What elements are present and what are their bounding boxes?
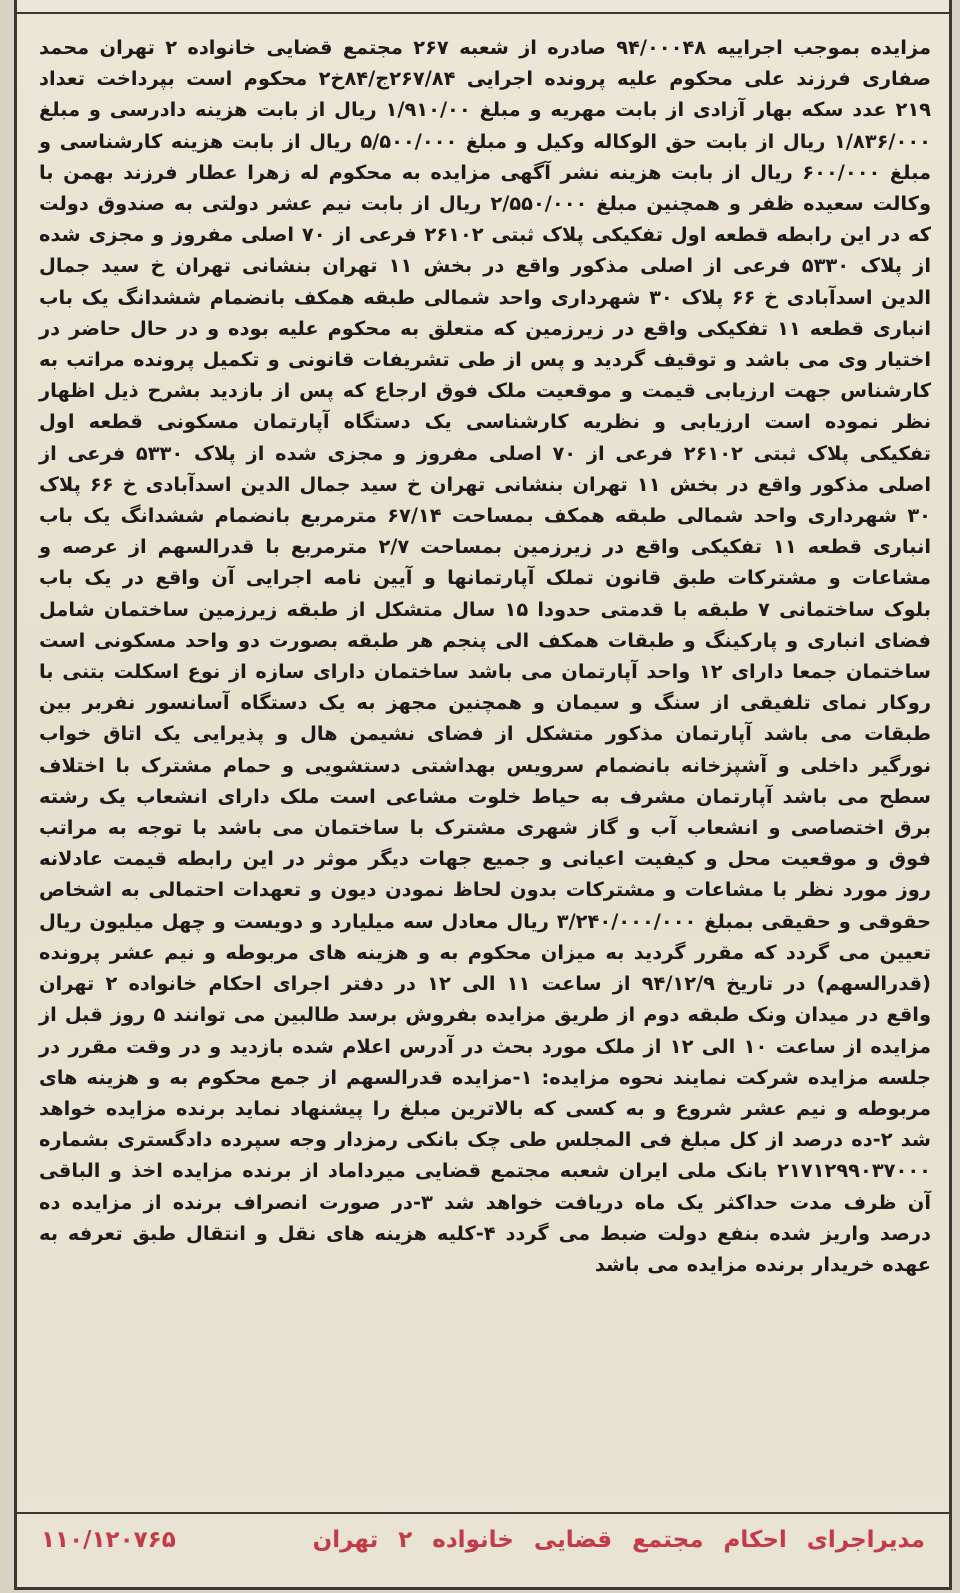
issuing-office: مدیراجرای احکام مجتمع قضایی خانواده ۲ تهران bbox=[312, 1527, 925, 1553]
newspaper-clipping bbox=[14, 0, 952, 1590]
notice-number: ۱۱۰/۱۲۰۷۶۵ bbox=[41, 1527, 176, 1553]
cut-off-headline bbox=[57, 0, 909, 10]
footer-divider bbox=[17, 1512, 949, 1514]
notice-footer bbox=[41, 1520, 925, 1560]
auction-notice-body: مزایده بموجب اجراییه ۹۴/۰۰۰۴۸ صادره از شعبه ۲۶۷ مجتمع قضایی خانواده ۲ تهران محمد صفاری فرزند علی محکوم علیه پرونده اجرایی ۲۶۷/۸۴ج/۸۴خ۲ محکوم است بپرداخت تعداد ۲۱۹ عدد سکه بهار آزادی از بابت مهریه و مبلغ ۱/۹۱۰/۰۰ ریال از بابت هزینه دادرسی و مبلغ ۱/۸۳۶/۰۰۰ ریال از بابت حق الوکاله وکیل و مبلغ ۵/۵۰۰/۰۰۰ ریال از بابت هزینه کارشناسی و مبلغ ۶۰۰/۰۰۰ ریال از بابت هزینه نشر آگهی مزایده به محکوم له زهرا عطار فرزند بهمن با وکالت سعیده ظفر و همچنین مبلغ ۲/۵۵۰/۰۰۰ ریال از بابت نیم عشر دولتی به صندوق دولت که در این رابطه قطعه اول تفکیکی پلاک ثبتی ۲۶۱۰۲ فرعی از ۷۰ اصلی مفروز و مجزی شده از پلاک ۵۳۳۰ فرعی از اصلی مذکور واقع در بخش ۱۱ تهران بنشانی تهران خ سید جمال الدین اسدآبادی خ ۶۶ پلاک ۳۰ شهرداری واحد شمالی طبقه همکف بانضمام ششدانگ یک باب انباری قطعه ۱۱ تفکیکی واقع در زیرزمین که متعلق به محکوم علیه بوده و در حال حاضر در اختیار وی می باشد و توقیف گردید و پس از طی تشریفات قانونی و تکمیل پرونده مراتب به کارشناس جهت ارزیابی قیمت و موقعیت ملک فوق ارجاع که پس از بازدید بشرح ذیل اظهار نظر نموده است ارزیابی و نظریه کارشناسی یک دستگاه آپارتمان مسکونی قطعه اول تفکیکی پلاک ثبتی ۲۶۱۰۲ فرعی از ۷۰ اصلی مفروز و مجزی شده از پلاک ۵۳۳۰ فرعی از اصلی مذکور واقع در بخش ۱۱ تهران بنشانی تهران خ سید جمال الدین اسدآبادی خ ۶۶ پلاک ۳۰ شهرداری واحد شمالی طبقه همکف بمساحت ۶۷/۱۴ مترمربع بانضمام ششدانگ یک باب انباری قطعه ۱۱ تفکیکی واقع در زیرزمین بمساحت ۲/۷ مترمربع با قدرالسهم از عرصه و مشاعات و مشترکات طبق قانون تملک آپارتمانها و آیین نامه اجرایی آن واقع در یک باب بلوک ساختمانی ۷ طبقه با قدمتی حدودا ۱۵ سال متشکل از طبقه زیرزمین ساختمان شامل فضای انباری و پارکینگ و طبقات همکف الی پنجم هر طبقه بصورت دو واحد مسکونی است ساختمان جمعا دارای ۱۲ واحد آپارتمان می باشد ساختمان دارای سازه از نوع اسکلت بتنی با روکار نمای تلفیقی از سنگ و سیمان و همچنین مجهز به یک دستگاه آسانسور نفربر بین طبقات می باشد آپارتمان مذکور متشکل از فضای نشیمن هال و پذیرایی یک اتاق خواب نورگیر داخلی و آشپزخانه بانضمام سرویس بهداشتی دستشویی و حمام مشترک با اختلاف سطح می باشد آپارتمان مشرف به حیاط خلوت مشاعی است ملک دارای انشعاب یک رشته برق اختصاصی و انشعاب آب و گاز شهری مشترک با ساختمان می باشد با توجه به مراتب فوق و موقعیت محل و کیفیت اعیانی و جمیع جهات دیگر موثر در این رابطه قیمت عادلانه روز مورد نظر با مشاعات و مشترکات بدون لحاظ نمودن دیون و تعهدات احتمالی به اشخاص حقوقی و حقیقی بمبلغ ۳/۲۴۰/۰۰۰/۰۰۰ ریال معادل سه میلیارد و دویست و چهل میلیون ریال تعیین می گردد که مقرر گردید به میزان محکوم به و هزینه های مربوطه و نیم عشر پرونده (قدرالسهم) در تاریخ ۹۴/۱۲/۹ از ساعت ۱۱ الی ۱۲ در دفتر اجرای احکام خانواده ۲ تهران واقع در میدان ونک طبقه دوم از طریق مزایده بفروش برسد طالبین می توانند ۵ روز قبل از مزایده از ساعت ۱۰ الی ۱۲ از ملک مورد بحث در آدرس اعلام شده بازدید و در وقت مقرر در جلسه مزایده شرکت نمایند نحوه مزایده: ۱-مزایده قدرالسهم از جمع محکوم به و هزینه های مربوطه و نیم عشر شروع و به کسی که بالاترین مبلغ را پیشنهاد نماید برنده مزایده خواهد شد ۲-ده درصد از کل مبلغ فی المجلس طی چک بانکی رمزدار وجه سپرده دادگستری بشماره ۲۱۷۱۲۹۹۰۳۷۰۰۰ بانک ملی ایران شعبه مجتمع قضایی میرداماد از برنده مزایده اخذ و الباقی آن ظرف مدت حداکثر یک ماه دریافت خواهد شد ۳-در صورت انصراف برنده از مزایده ده درصد واریز شده بنفع دولت ضبط می گردد ۴-کلیه هزینه های نقل و انتقال طبق تعرفه به عهده خریدار برنده مزایده می باشد bbox=[39, 36, 932, 1276]
cut-off-headline-strip bbox=[17, 0, 949, 14]
